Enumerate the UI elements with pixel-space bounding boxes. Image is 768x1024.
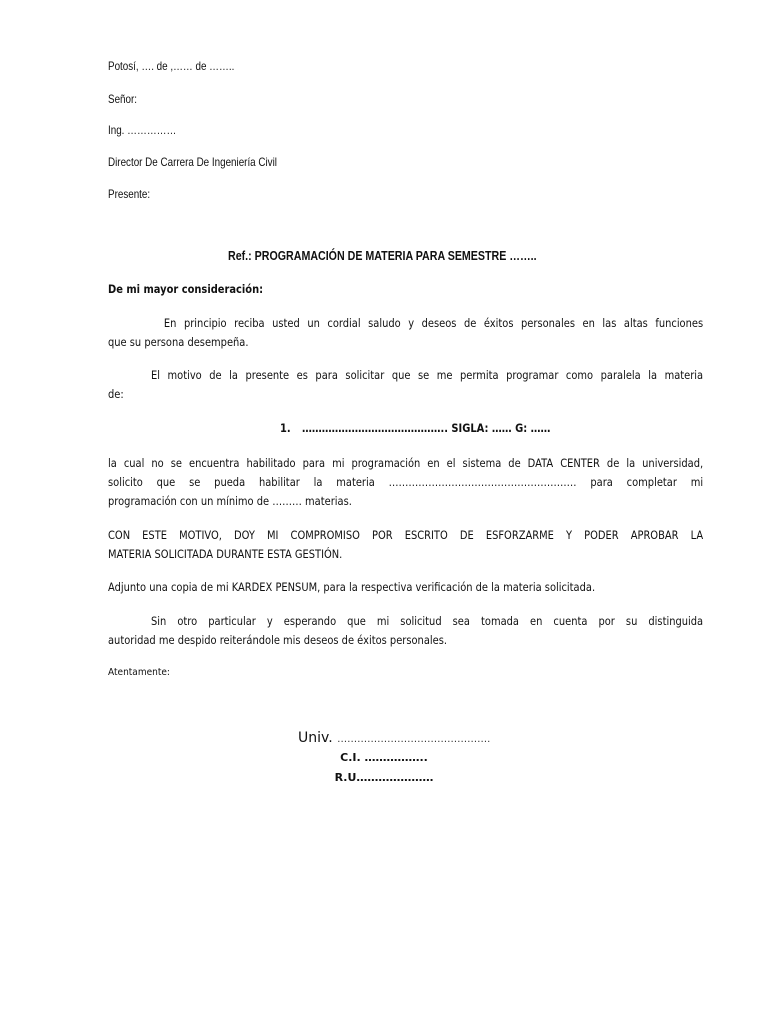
paragraph-attachment: Adjunto una copia de mi KARDEX PENSUM, para la respectiva verificación de la materia solicitada.	[108, 580, 596, 594]
list-item-text: …………………………………….. SIGLA: …… G: ……	[302, 421, 551, 435]
signature-ci: C.I. ……………..	[340, 751, 428, 764]
paragraph-line: autoridad me despido reiterándole mis deseos de éxitos personales.	[108, 633, 448, 647]
paragraph-closing	[108, 612, 703, 650]
paragraph-line: En principio reciba usted un cordial saludo y deseos de éxitos personales en las altas funciones	[163, 316, 704, 330]
salutation: Señor:	[108, 92, 137, 106]
recipient-name: Ing. ……………	[108, 123, 177, 137]
presente-label: Presente:	[108, 187, 151, 201]
paragraph-line: programación con un mínimo de ……… materias.	[108, 494, 352, 508]
paragraph-motive	[108, 366, 703, 404]
paragraph-line: de:	[108, 387, 124, 401]
paragraph-introduction	[108, 314, 703, 352]
recipient-position: Director De Carrera De Ingeniería Civil	[108, 155, 277, 169]
univ-dots: ……………………………………….	[337, 734, 491, 745]
paragraph-line: Sin otro particular y esperando que mi solicitud sea tomada en cuenta por su distinguida	[151, 614, 704, 628]
sign-off: Atentamente:	[108, 667, 170, 678]
univ-label: Univ.	[298, 730, 333, 746]
paragraph-request	[108, 454, 703, 511]
list-item-number: 1.	[280, 421, 291, 435]
paragraph-line: solicito que se pueda habilitar la materia ………………………………………………… para completar mi	[108, 475, 704, 489]
greeting: De mi mayor consideración:	[108, 282, 264, 296]
place-date: Potosí, …. de ,…… de ……..	[108, 59, 235, 73]
paragraph-line: que su persona desempeña.	[108, 335, 249, 349]
paragraph-commitment	[108, 526, 703, 564]
paragraph-line: El motivo de la presente es para solicitar que se me permita programar como paralela la materia	[151, 368, 704, 382]
reference-line: Ref.: PROGRAMACIÓN DE MATERIA PARA SEMESTRE ……..	[228, 248, 537, 263]
paragraph-line: CON ESTE MOTIVO, DOY MI COMPROMISO POR ESCRITO DE ESFORZARME Y PODER APROBAR LA	[108, 528, 704, 542]
paragraph-line: MATERIA SOLICITADA DURANTE ESTA GESTIÓN.	[108, 547, 343, 561]
signature-univ	[298, 729, 490, 747]
paragraph-line: la cual no se encuentra habilitado para mi programación en el sistema de DATA CENTER de la universidad,	[108, 456, 704, 470]
signature-ru: R.U…………………	[334, 771, 434, 784]
